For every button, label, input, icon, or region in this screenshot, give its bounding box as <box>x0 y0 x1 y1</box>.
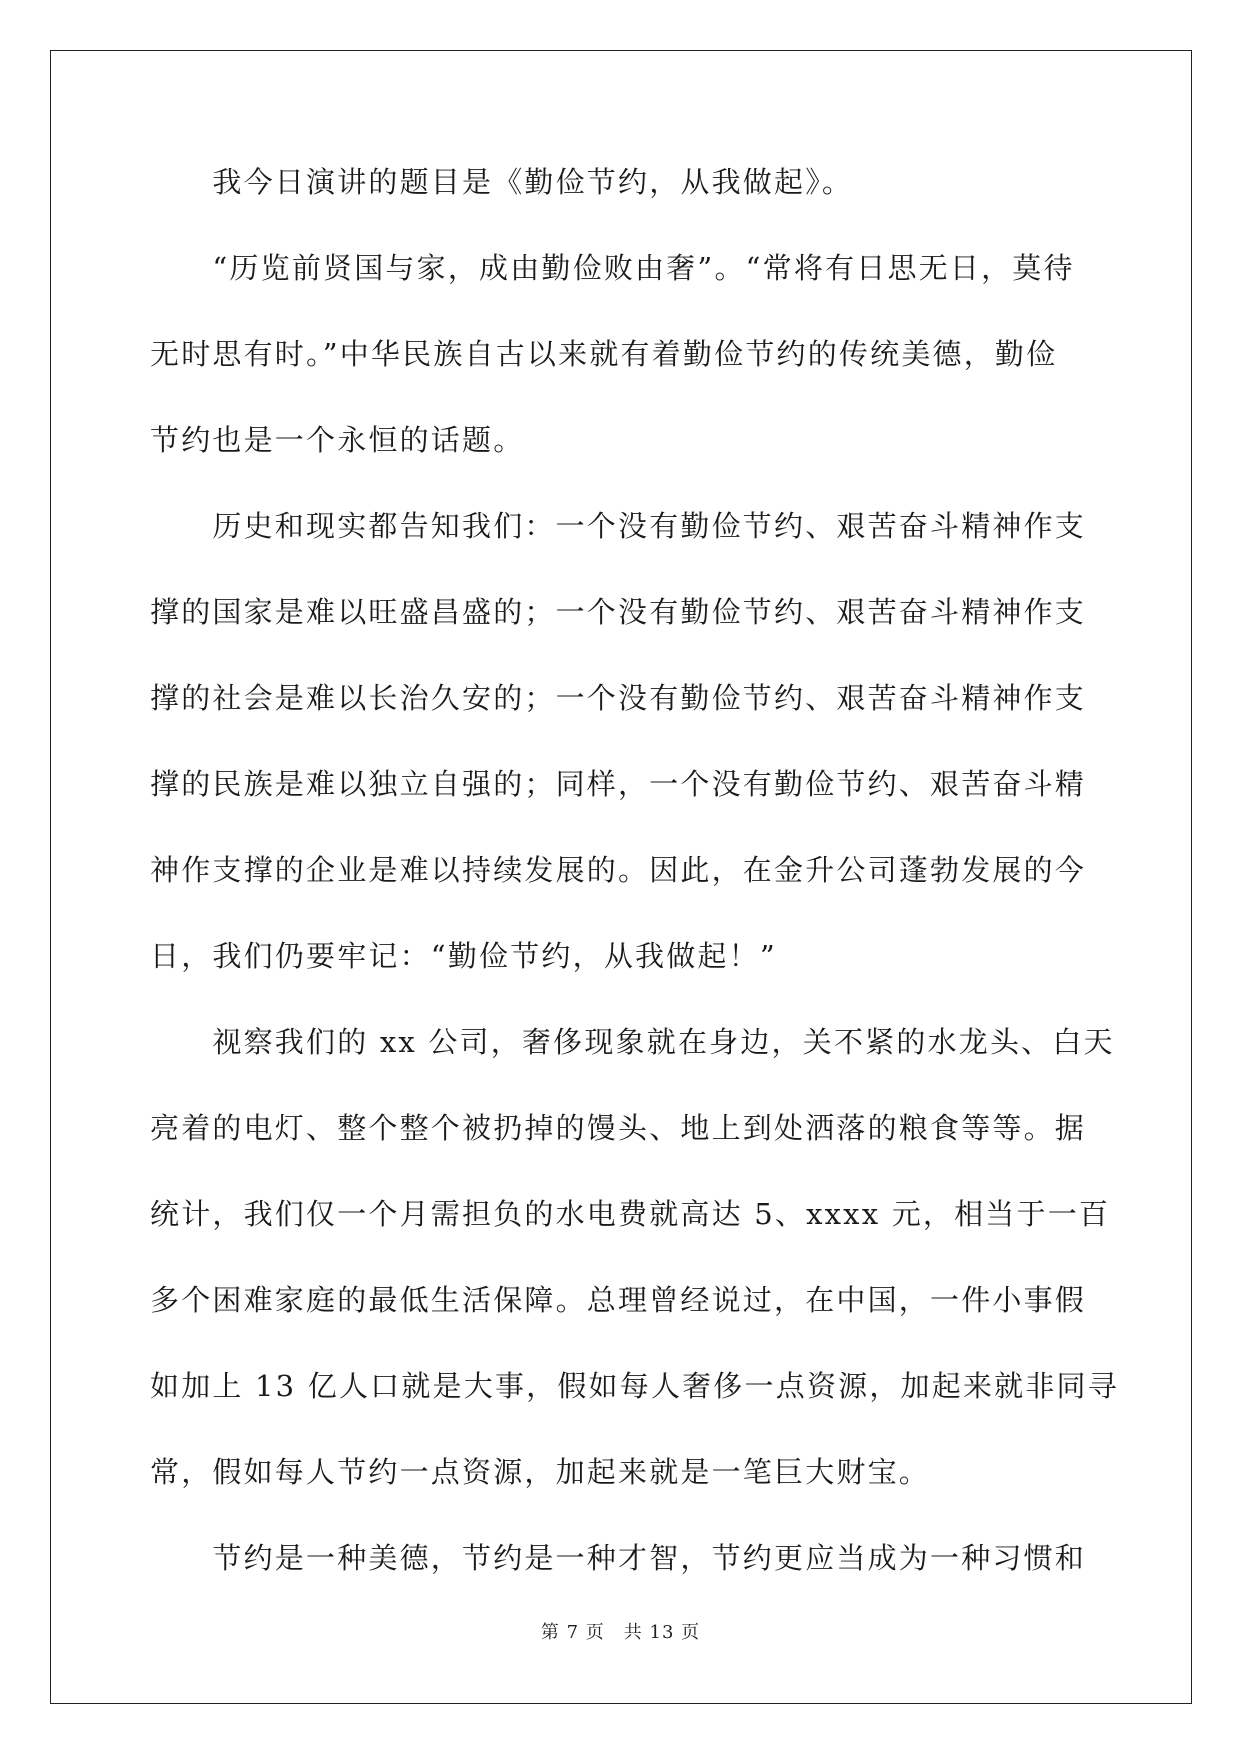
text-line: 如加上 13 亿人口就是大事，假如每人奢侈一点资源，加起来就非同寻 <box>150 1369 1119 1403</box>
text-line: 节约也是一个永恒的话题。 <box>150 423 525 457</box>
text-line: 日，我们仍要牢记：“勤俭节约，从我做起！” <box>150 939 777 973</box>
text-line: 视察我们的 xx 公司，奢侈现象就在身边，关不紧的水龙头、白天 <box>150 1025 1115 1059</box>
text-line: 撑的社会是难以长治久安的；一个没有勤俭节约、艰苦奋斗精神作支 <box>150 681 1087 715</box>
text-line: 统计，我们仅一个月需担负的水电费就高达 5、xxxx 元，相当于一百 <box>150 1197 1111 1231</box>
text-line: “历览前贤国与家，成由勤俭败由奢”。“常将有日思无日，莫待 <box>150 251 1075 285</box>
text-line: 历史和现实都告知我们：一个没有勤俭节约、艰苦奋斗精神作支 <box>150 509 1087 543</box>
document-body <box>150 164 1119 1626</box>
text-line: 多个困难家庭的最低生活保障。总理曾经说过，在中国，一件小事假 <box>150 1283 1087 1317</box>
page-number: 第 7 页 共 13 页 <box>540 1622 701 1643</box>
text-line: 我今日演讲的题目是《勤俭节约，从我做起》。 <box>150 165 854 199</box>
text-line: 神作支撑的企业是难以持续发展的。因此，在金升公司蓬勃发展的今 <box>150 853 1087 887</box>
text-line: 亮着的电灯、整个整个被扔掉的馒头、地上到处洒落的粮食等等。据 <box>150 1111 1087 1145</box>
text-line: 常，假如每人节约一点资源，加起来就是一笔巨大财宝。 <box>150 1455 931 1489</box>
text-line: 无时思有时。”中华民族自古以来就有着勤俭节约的传统美德，勤俭 <box>150 337 1058 371</box>
text-line: 节约是一种美德，节约是一种才智，节约更应当成为一种习惯和 <box>150 1541 1087 1575</box>
text-line: 撑的国家是难以旺盛昌盛的；一个没有勤俭节约、艰苦奋斗精神作支 <box>150 595 1087 629</box>
text-line: 撑的民族是难以独立自强的；同样，一个没有勤俭节约、艰苦奋斗精 <box>150 767 1087 801</box>
